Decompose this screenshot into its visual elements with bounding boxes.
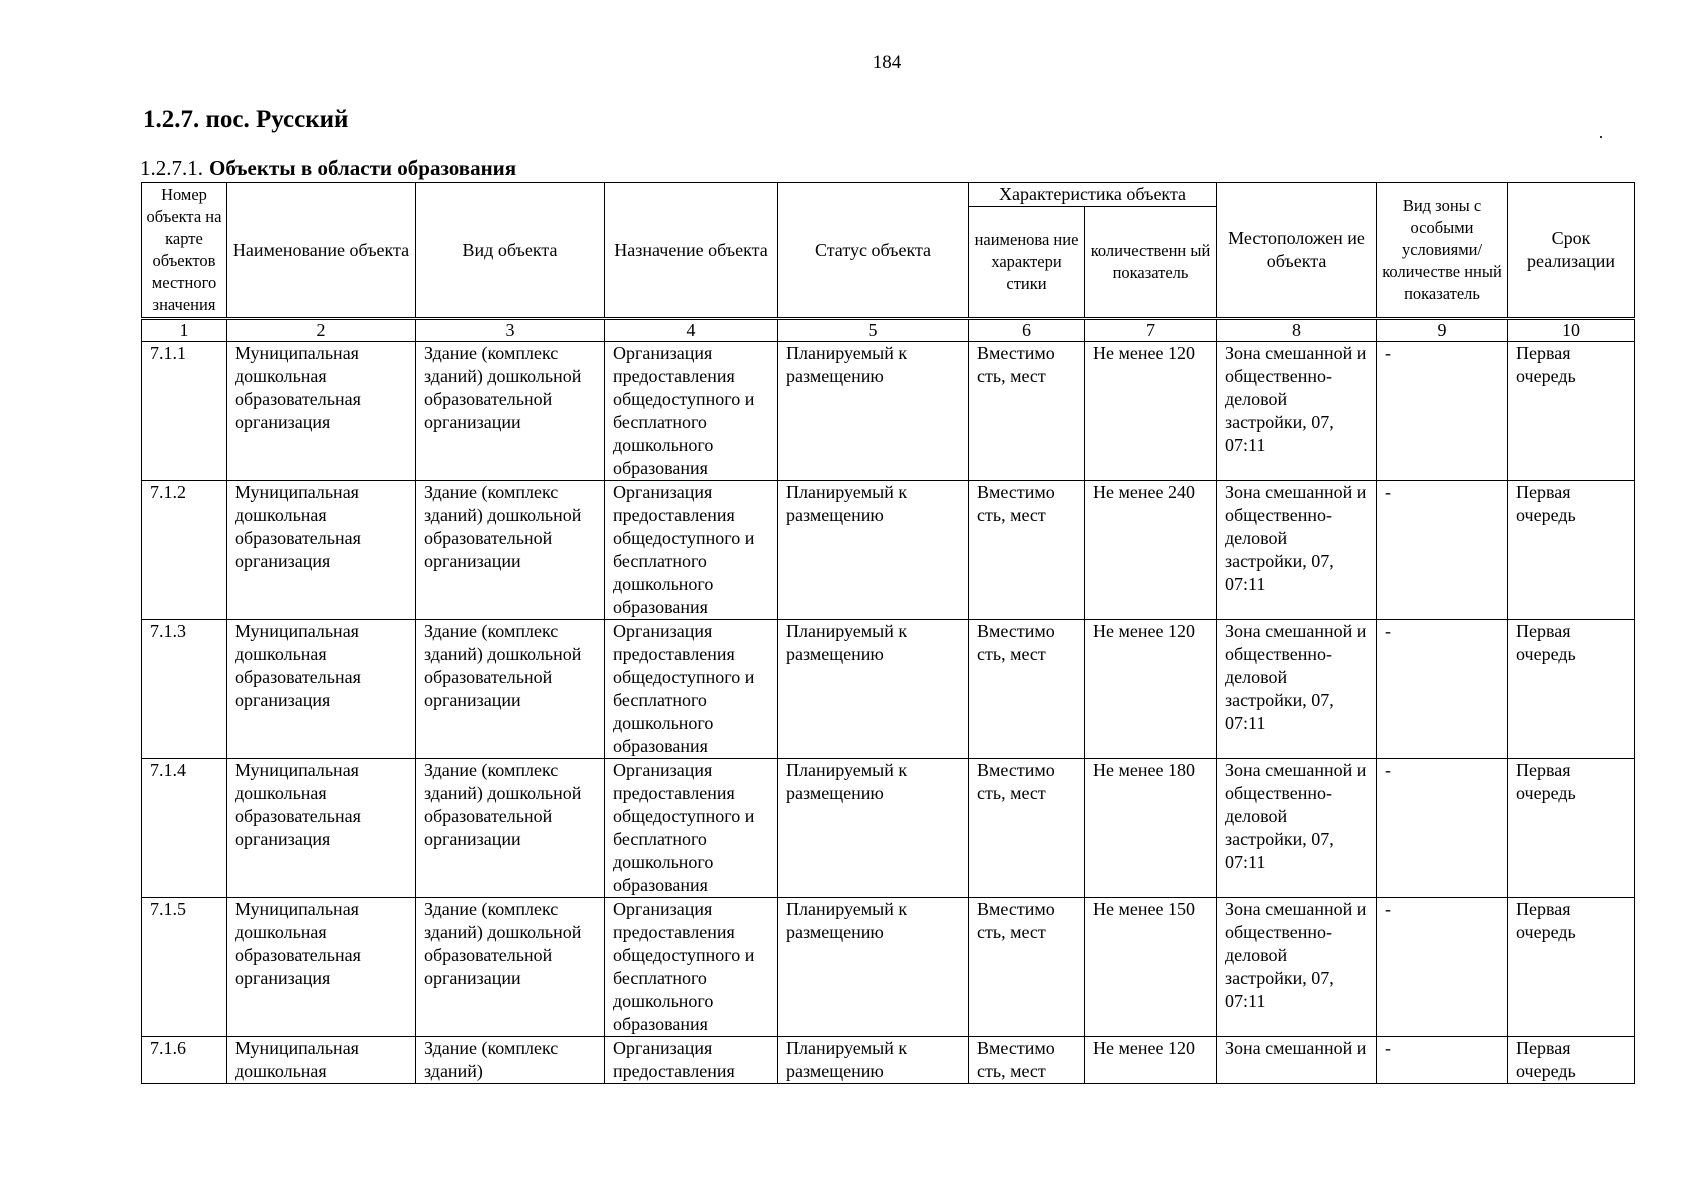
header-term: Срок реализации [1508, 183, 1635, 319]
column-number: 10 [1508, 319, 1635, 342]
cell-term: Первая очередь [1508, 759, 1635, 898]
cell-term: Первая очередь [1508, 620, 1635, 759]
column-number: 9 [1377, 319, 1508, 342]
cell-name: Муниципальная дошкольная образовательная организация [227, 759, 416, 898]
cell-characteristic-name: Вместимо сть, мест [969, 1037, 1085, 1084]
objects-table [141, 182, 1635, 1084]
cell-name: Муниципальная дошкольная образовательная организация [227, 342, 416, 481]
cell-location: Зона смешанной и общественно-деловой застройки, 07, 07:11 [1217, 620, 1377, 759]
cell-location: Зона смешанной и общественно-деловой застройки, 07, 07:11 [1217, 481, 1377, 620]
table-header [142, 183, 1635, 319]
header-type: Вид объекта [416, 183, 605, 319]
cell-characteristic-value: Не менее 240 [1085, 481, 1217, 620]
header-map-number: Номер объекта на карте объектов местного значения [142, 183, 227, 319]
table-row [142, 620, 1635, 759]
cell-purpose: Организация предоставления общедоступного и бесплатного дошкольного образования [605, 759, 778, 898]
column-number: 5 [778, 319, 969, 342]
cell-characteristic-value: Не менее 120 [1085, 1037, 1217, 1084]
cell-purpose: Организация предоставления общедоступного и бесплатного дошкольного образования [605, 898, 778, 1037]
header-zone: Вид зоны с особыми условиями/ количестве нный показатель [1377, 183, 1508, 319]
cell-status: Планируемый к размещению [778, 1037, 969, 1084]
cell-location: Зона смешанной и общественно-деловой застройки, 07, 07:11 [1217, 898, 1377, 1037]
cell-characteristic-name: Вместимо сть, мест [969, 620, 1085, 759]
cell-status: Планируемый к размещению [778, 759, 969, 898]
column-number: 4 [605, 319, 778, 342]
page-number: 184 [872, 52, 902, 73]
column-number: 1 [142, 319, 227, 342]
cell-zone: - [1377, 620, 1508, 759]
cell-characteristic-name: Вместимо сть, мест [969, 898, 1085, 1037]
column-number: 2 [227, 319, 416, 342]
column-number: 7 [1085, 319, 1217, 342]
cell-location: Зона смешанной и [1217, 1037, 1377, 1084]
header-characteristic-name: наименова ние характери стики [969, 207, 1085, 319]
cell-number: 7.1.1 [142, 342, 227, 481]
header-status: Статус объекта [778, 183, 969, 319]
cell-number: 7.1.4 [142, 759, 227, 898]
cell-status: Планируемый к размещению [778, 481, 969, 620]
cell-characteristic-name: Вместимо сть, мест [969, 342, 1085, 481]
cell-purpose: Организация предоставления общедоступного и бесплатного дошкольного образования [605, 620, 778, 759]
cell-name: Муниципальная дошкольная образовательная организация [227, 898, 416, 1037]
subsection-text: Объекты в области образования [209, 156, 517, 180]
cell-purpose: Организация предоставления [605, 1037, 778, 1084]
cell-status: Планируемый к размещению [778, 620, 969, 759]
cell-name: Муниципальная дошкольная [227, 1037, 416, 1084]
cell-purpose: Организация предоставления общедоступного и бесплатного дошкольного образования [605, 342, 778, 481]
cell-purpose: Организация предоставления общедоступного и бесплатного дошкольного образования [605, 481, 778, 620]
table-row [142, 759, 1635, 898]
cell-type: Здание (комплекс зданий) дошкольной образовательной организации [416, 898, 605, 1037]
table-row [142, 898, 1635, 1037]
subsection-title [140, 156, 516, 181]
column-number: 8 [1217, 319, 1377, 342]
cell-type: Здание (комплекс зданий) [416, 1037, 605, 1084]
column-number: 6 [969, 319, 1085, 342]
cell-number: 7.1.5 [142, 898, 227, 1037]
header-name: Наименование объекта [227, 183, 416, 319]
header-characteristic-value: количественн ый показатель [1085, 207, 1217, 319]
cell-type: Здание (комплекс зданий) дошкольной образовательной организации [416, 342, 605, 481]
table-row [142, 1037, 1635, 1084]
cell-characteristic-name: Вместимо сть, мест [969, 481, 1085, 620]
cell-zone: - [1377, 759, 1508, 898]
cell-type: Здание (комплекс зданий) дошкольной образовательной организации [416, 620, 605, 759]
cell-zone: - [1377, 342, 1508, 481]
cell-name: Муниципальная дошкольная образовательная организация [227, 481, 416, 620]
cell-status: Планируемый к размещению [778, 342, 969, 481]
column-number: 3 [416, 319, 605, 342]
cell-number: 7.1.2 [142, 481, 227, 620]
table-row [142, 342, 1635, 481]
cell-number: 7.1.3 [142, 620, 227, 759]
cell-term: Первая очередь [1508, 481, 1635, 620]
cell-location: Зона смешанной и общественно-деловой застройки, 07, 07:11 [1217, 342, 1377, 481]
cell-status: Планируемый к размещению [778, 898, 969, 1037]
cell-zone: - [1377, 481, 1508, 620]
cell-zone: - [1377, 1037, 1508, 1084]
cell-type: Здание (комплекс зданий) дошкольной образовательной организации [416, 481, 605, 620]
cell-name: Муниципальная дошкольная образовательная организация [227, 620, 416, 759]
cell-characteristic-value: Не менее 120 [1085, 342, 1217, 481]
cell-characteristic-value: Не менее 120 [1085, 620, 1217, 759]
subsection-number: 1.2.7.1. [140, 156, 203, 180]
cell-location: Зона смешанной и общественно-деловой застройки, 07, 07:11 [1217, 759, 1377, 898]
cell-characteristic-name: Вместимо сть, мест [969, 759, 1085, 898]
cell-term: Первая очередь [1508, 898, 1635, 1037]
header-purpose: Назначение объекта [605, 183, 778, 319]
section-title: 1.2.7. пос. Русский [143, 106, 349, 133]
cell-term: Первая очередь [1508, 1037, 1635, 1084]
cell-characteristic-value: Не менее 180 [1085, 759, 1217, 898]
scan-speck [1600, 136, 1602, 138]
cell-number: 7.1.6 [142, 1037, 227, 1084]
table-row [142, 481, 1635, 620]
cell-term: Первая очередь [1508, 342, 1635, 481]
header-characteristic-group: Характеристика объекта [969, 183, 1217, 207]
cell-characteristic-value: Не менее 150 [1085, 898, 1217, 1037]
cell-type: Здание (комплекс зданий) дошкольной образовательной организации [416, 759, 605, 898]
cell-zone: - [1377, 898, 1508, 1037]
header-location: Местоположен ие объекта [1217, 183, 1377, 319]
column-number-row [142, 319, 1635, 342]
